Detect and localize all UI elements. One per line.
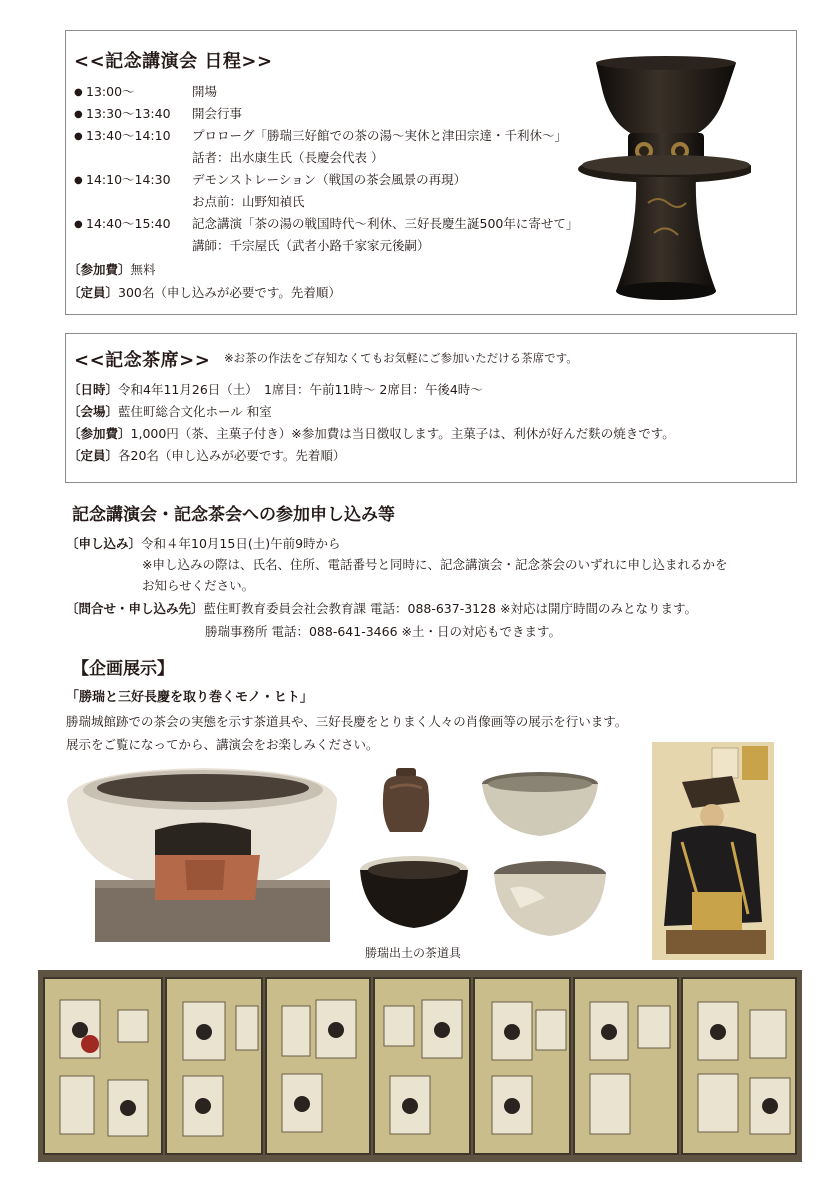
tea-capacity: [68, 447, 345, 464]
lecture-schedule-box: [65, 30, 797, 315]
apply-value: 令和４年10月15日(土)午前9時から: [141, 536, 341, 551]
schedule-item: [74, 171, 466, 189]
tea-fee: [68, 425, 675, 442]
tea-utensils-caption: 勝瑞出土の茶道具: [365, 946, 462, 960]
schedule-time: 14:40～15:40: [86, 216, 171, 231]
tea-bowl-stand-image: [576, 53, 751, 303]
tea-jar-image: [376, 766, 436, 838]
schedule-time: 14:10～14:30: [86, 172, 171, 187]
apply-date: [66, 535, 341, 552]
tea-ceremony-note: ※お茶の作法をご存知なくてもお気軽にご参加いただける茶席です。: [224, 351, 578, 365]
bullet-icon: ●: [74, 131, 83, 142]
exhibition-desc-1: 勝瑞城館跡での茶会の実態を示す茶道具や、三好長慶をとりまく人々の肖像画等の展示を行います。: [66, 714, 628, 729]
date-value: 令和4年11月26日（土） 1席目：午前11時～ 2席目：午後4時～: [118, 382, 483, 397]
fee-label: 〔参加費〕: [68, 426, 131, 441]
tea-ceremony-heading: <<記念茶席>>: [74, 350, 211, 371]
schedule-time: 13:30～13:40: [86, 106, 171, 121]
contact-label: 〔問合せ・申し込み先〕: [66, 601, 204, 616]
exhibition-subtitle: 「勝瑞と三好長慶を取り巻くモノ・ヒト」: [66, 690, 313, 705]
fee-value: 無料: [130, 262, 156, 277]
schedule-item: [74, 215, 578, 233]
schedule-subtext: 講師：千宗屋氏（武者小路千家家元後嗣）: [192, 238, 430, 253]
lecture-heading: <<記念講演会 日程>>: [74, 51, 273, 72]
schedule-time: 13:40～14:10: [86, 128, 171, 143]
schedule-text: 開会行事: [192, 106, 243, 121]
samurai-portrait-image: [652, 742, 774, 960]
bullet-icon: ●: [74, 175, 83, 186]
tea-date: [68, 381, 483, 398]
portrait-folding-screen-image: [38, 970, 802, 1162]
schedule-subtext: お点前：山野知禎氏: [192, 194, 305, 209]
exhibition-title: 【企画展示】: [72, 659, 174, 679]
apply-label: 〔申し込み〕: [66, 536, 142, 551]
schedule-subtext: 話者：出水康生氏（長慶会代表 ）: [192, 150, 384, 165]
capacity-value: 300名（申し込みが必要です。先着順）: [118, 285, 341, 300]
bullet-icon: ●: [74, 87, 83, 98]
black-tea-bowl-image: [356, 852, 476, 932]
contact-line-1: [66, 600, 697, 617]
bullet-icon: ●: [74, 109, 83, 120]
schedule-time: 13:00～: [86, 84, 135, 99]
date-label: 〔日時〕: [68, 382, 119, 397]
schedule-text: プロローグ「勝瑞三好館での茶の湯～実休と津田宗達・千利休～」: [192, 128, 568, 143]
schedule-text: 記念講演「茶の湯の戦国時代～利休、三好長慶生誕500年に寄せて」: [192, 216, 579, 231]
application-title: 記念講演会・記念茶会への参加申し込み等: [72, 505, 395, 525]
tea-ceremony-box: [65, 333, 797, 483]
contact-line-2: 勝瑞事務所 電話：088-641-3466 ※土・日の対応もできます。: [205, 624, 561, 639]
lecture-fee: [68, 261, 156, 278]
schedule-item: [74, 83, 217, 101]
tea-venue: [68, 403, 272, 420]
exhibition-desc-2: 展示をご覧になってから、講演会をお楽しみください。: [66, 737, 379, 752]
apply-note-1: ※申し込みの際は、氏名、住所、電話番号と同時に、記念講演会・記念茶会のいずれに申し込まれるかを: [142, 557, 728, 572]
capacity-label: 〔定員〕: [68, 285, 119, 300]
lecture-capacity: [68, 284, 341, 301]
capacity-value: 各20名（申し込みが必要です。先着順）: [118, 448, 346, 463]
venue-value: 藍住町総合文化ホール 和室: [118, 404, 272, 419]
bullet-icon: ●: [74, 219, 83, 230]
white-tea-bowl-image: [490, 858, 610, 940]
fee-label: 〔参加費〕: [68, 262, 131, 277]
contact-value: 藍住町教育委員会社会教育課 電話：088-637-3128 ※対応は開庁時間のみとなります。: [203, 601, 697, 616]
brazier-image: [65, 760, 340, 945]
capacity-label: 〔定員〕: [68, 448, 119, 463]
tea-bowl-image: [478, 770, 603, 845]
schedule-text: 開場: [192, 84, 218, 99]
schedule-item: [74, 127, 567, 145]
apply-note-2: お知らせください。: [142, 578, 255, 593]
fee-value: 1,000円（茶、主菓子付き）※参加費は当日徴収します。主菓子は、利休が好んだ麩の焼きです。: [130, 426, 675, 441]
venue-label: 〔会場〕: [68, 404, 119, 419]
schedule-text: デモンストレーション（戦国の茶会風景の再現）: [192, 172, 467, 187]
schedule-item: [74, 105, 242, 123]
